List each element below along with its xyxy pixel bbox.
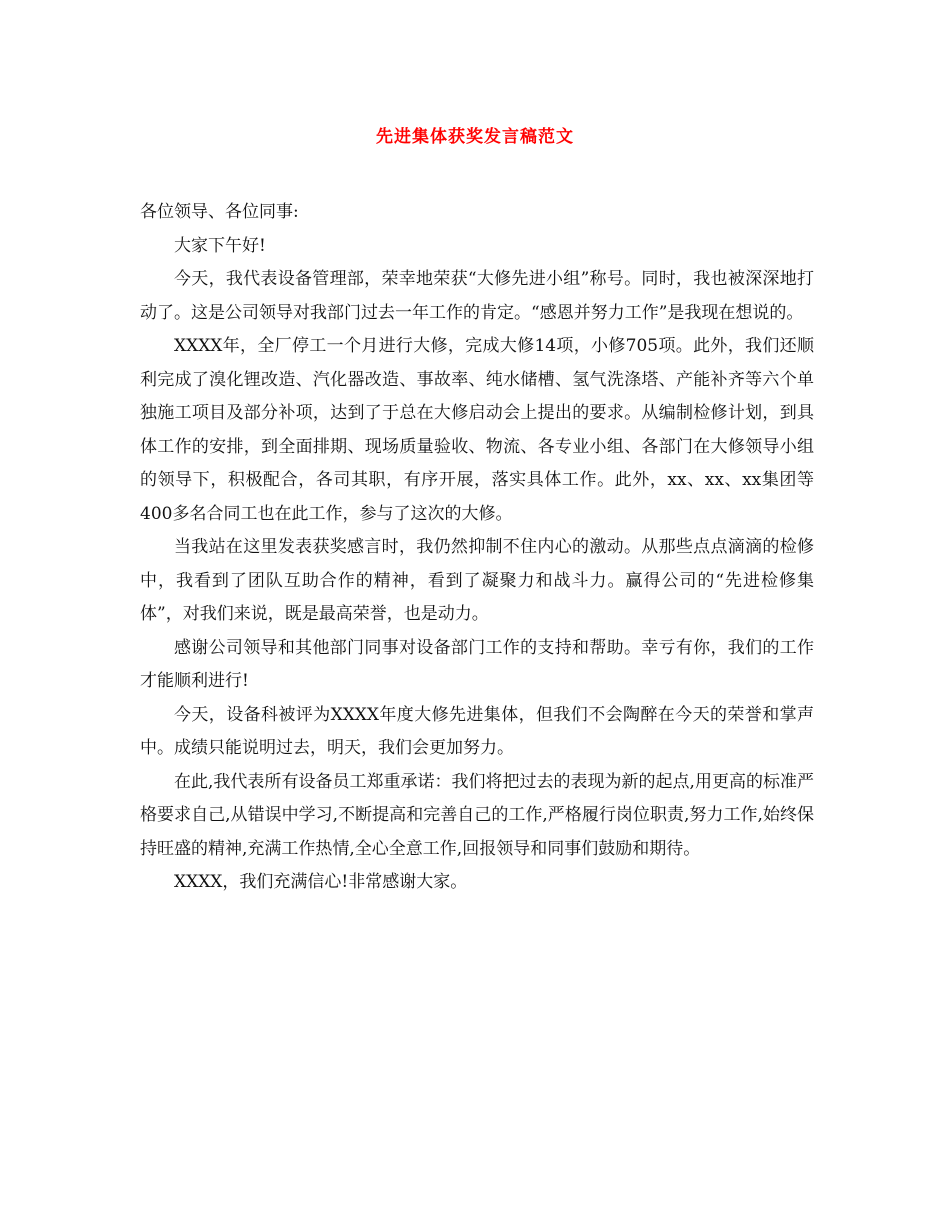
document-title: 先进集体获奖发言稿范文: [376, 127, 574, 147]
paragraph-greeting: 大家下午好!: [174, 235, 266, 256]
paragraph-award: 今天，我代表设备管理部，荣幸地荣获“大修先进小组”称号。同时，我也被深深地打动了。这是公司领导对我部门过去一年工作的肯定。“感恩并努力工作”是我现在想说的。: [140, 269, 814, 323]
document-body: [140, 196, 814, 900]
paragraph-closing: XXXX，我们充满信心!非常感谢大家。: [174, 872, 468, 892]
paragraph-pledge: 在此,我代表所有设备员工郑重承诺：我们将把过去的表现为新的起点,用更高的标准严格要求自己,从错误中学习,不断提高和完善自己的工作,严格履行岗位职责,努力工作,始终保持旺盛的精神,充满工作热情,全心全意工作,回报领导和同事们鼓励和期待。: [140, 771, 814, 859]
paragraph-overhaul: XXXX年，全厂停工一个月进行大修，完成大修14项，小修705项。此外，我们还顺利完成了溴化锂改造、汽化器改造、事故率、纯水储槽、氢气洗涤塔、产能补齐等六个单独施工项目及部分补项，达到了于总在大修启动会上提出的要求。从编制检修计划，到具体工作的安排，到全面排期、现场质量验收、物流、各专业小组、各部门在大修领导小组的领导下，积极配合，各司其职，有序开展，落实具体工作。此外，xx、xx、xx集团等400多名合同工也在此工作，参与了这次的大修。: [140, 336, 814, 524]
salutation: 各位领导、各位同事:: [140, 202, 299, 222]
paragraph-emotion: 当我站在这里发表获奖感言时，我仍然抑制不住内心的激动。从那些点点滴滴的检修中，我看到了团队互助合作的精神，看到了凝聚力和战斗力。赢得公司的“先进检修集体”，对我们来说，既是最高荣誉，也是动力。: [140, 537, 814, 624]
paragraph-honor: 今天，设备科被评为XXXX年度大修先进集体，但我们不会陶醉在今天的荣誉和掌声中。成绩只能说明过去，明天，我们会更加努力。: [140, 704, 814, 758]
paragraph-thanks: 感谢公司领导和其他部门同事对设备部门工作的支持和帮助。幸亏有你，我们的工作才能顺利进行!: [140, 637, 814, 691]
